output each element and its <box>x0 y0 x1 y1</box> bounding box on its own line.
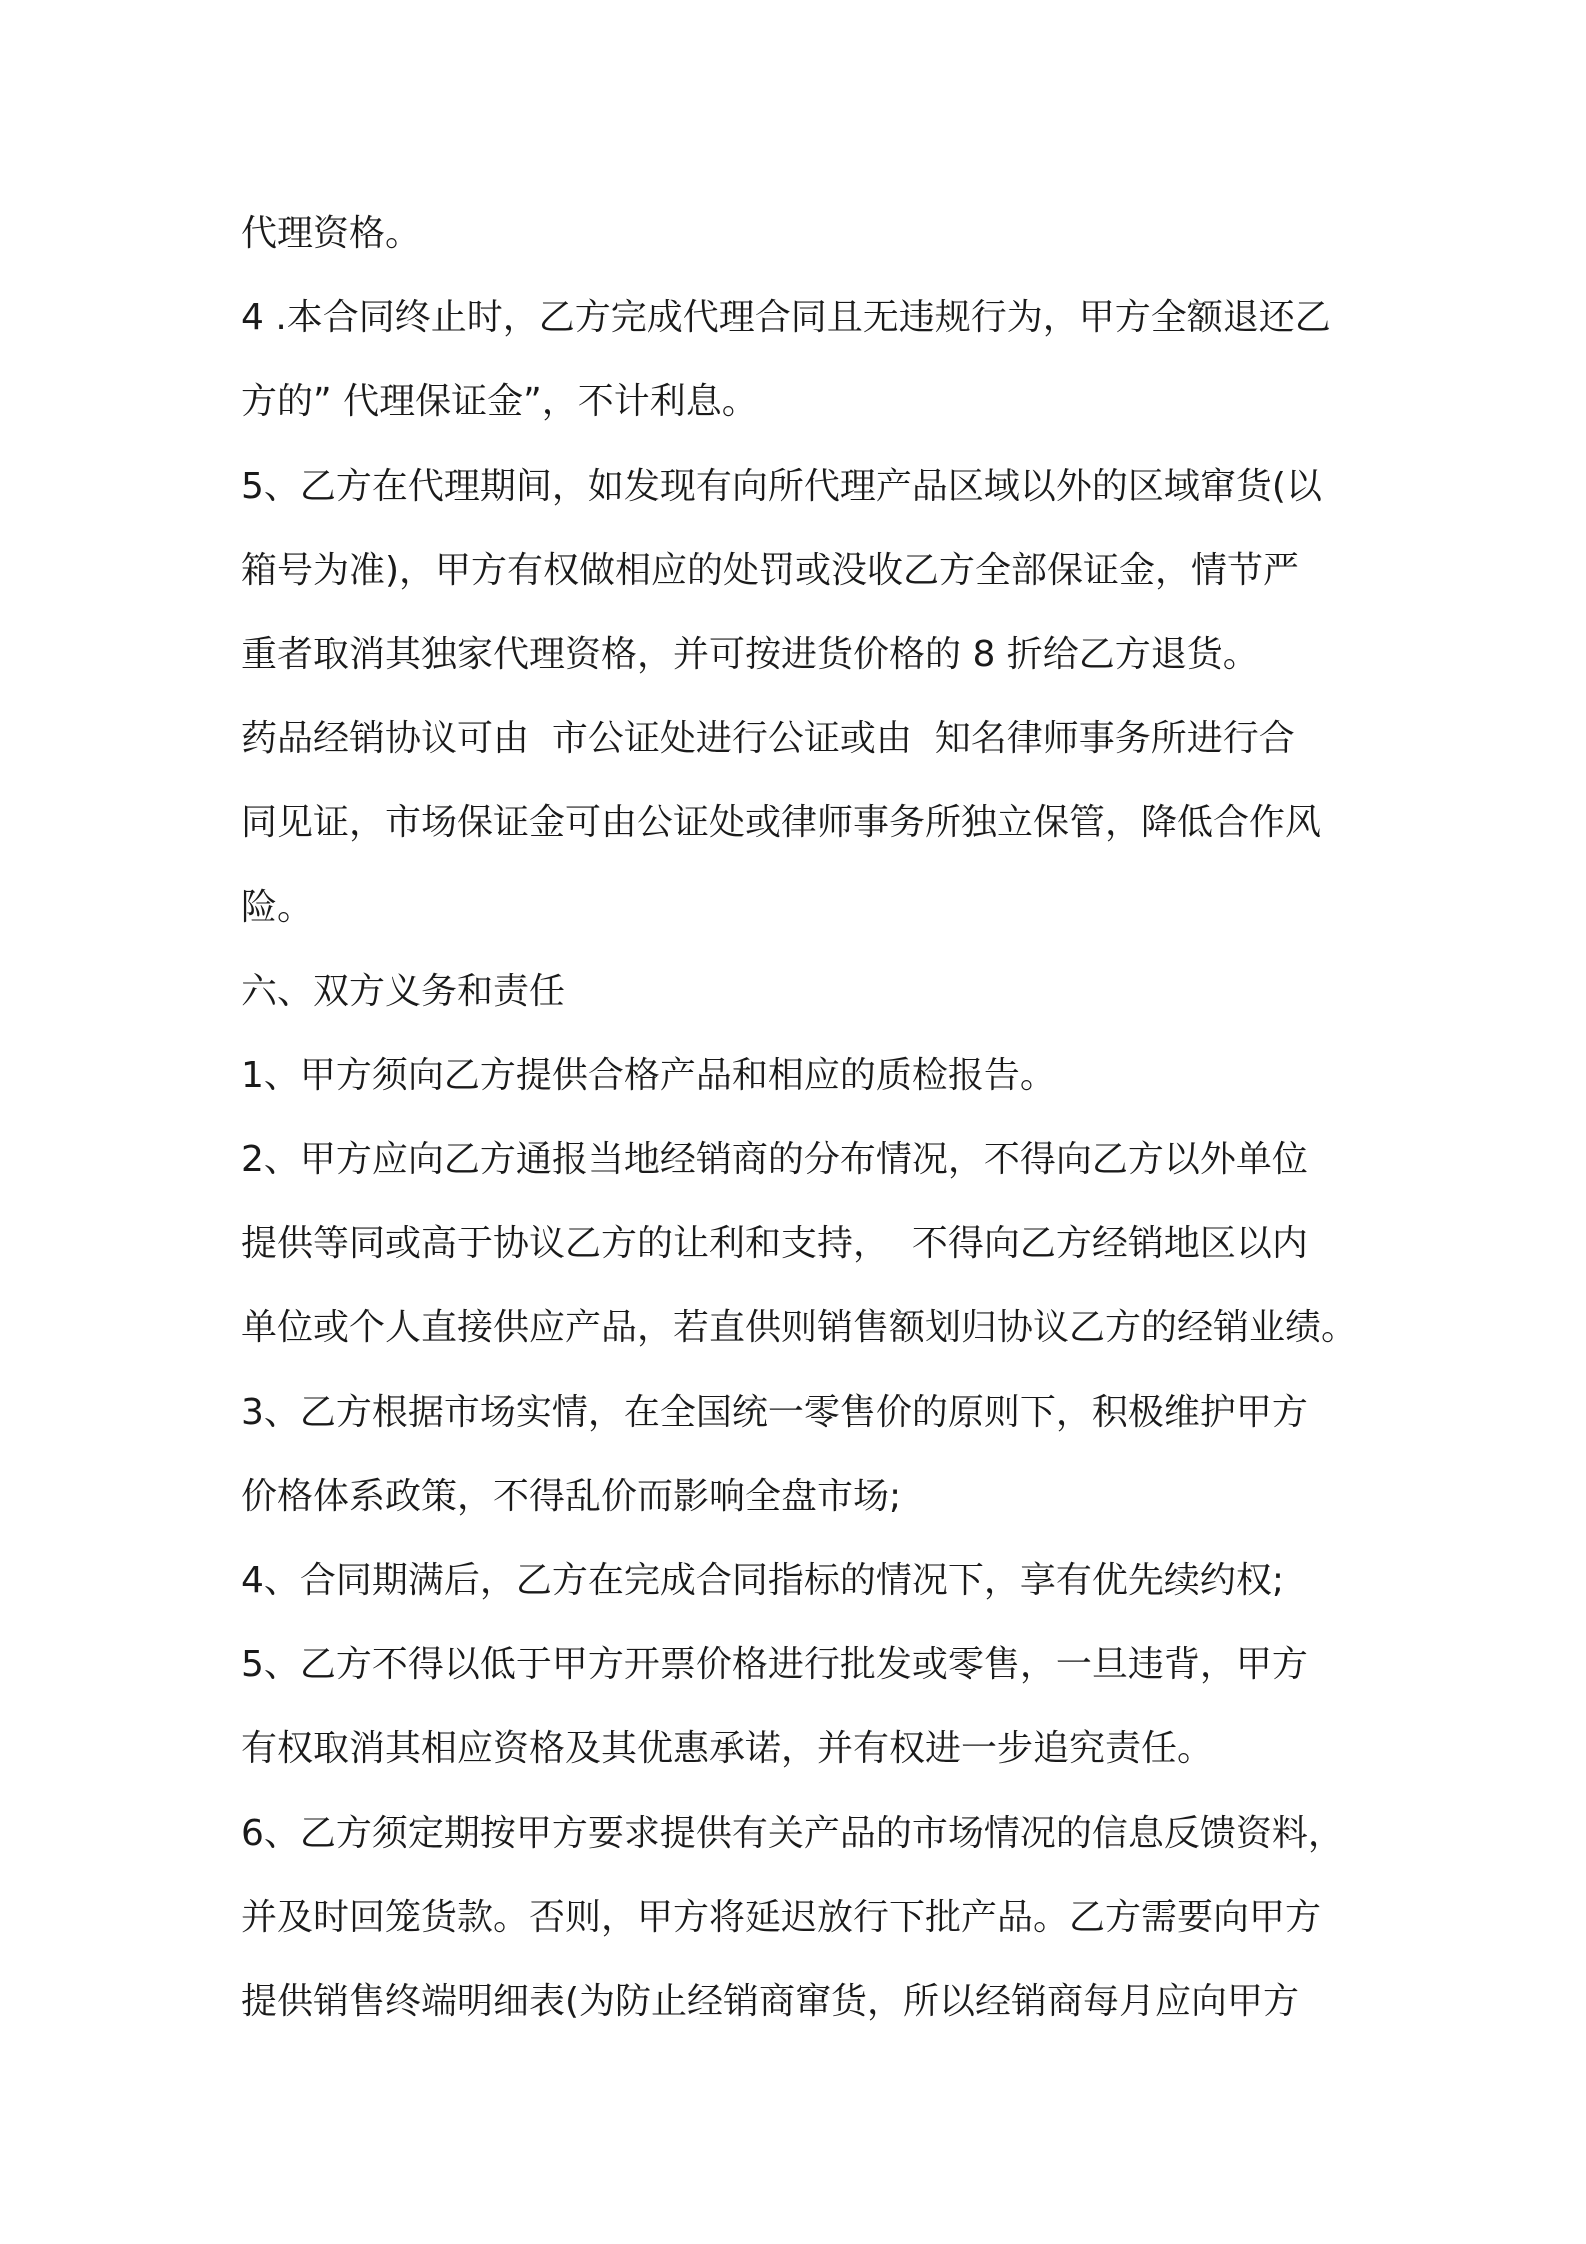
text-line: 代理资格。 <box>241 213 422 254</box>
text-line: 同见证，市场保证金可由公证处或律师事务所独立保管，降低合作风 <box>241 802 1322 844</box>
text-line: 4、合同期满后，乙方在完成合同指标的情况下，享有优先续约权; <box>241 1560 1285 1601</box>
text-line: 2、甲方应向乙方通报当地经销商的分布情况，不得向乙方以外单位 <box>241 1139 1308 1181</box>
text-line: 价格体系政策，不得乱价而影响全盘市场; <box>241 1475 902 1517</box>
text-line: 方的” 代理保证金”，不计利息。 <box>241 381 758 423</box>
text-line: 6、乙方须定期按甲方要求提供有关产品的市场情况的信息反馈资料， <box>241 1812 1344 1854</box>
text-line: 提供等同或高于协议乙方的让利和支持， 不得向乙方经销地区以内 <box>241 1223 1308 1265</box>
text-line: 5、乙方不得以低于甲方开票价格进行批发或零售，一旦违背，甲方 <box>241 1644 1308 1686</box>
text-line: 重者取消其独家代理资格，并可按进货价格的 8 折给乙方退货。 <box>241 633 1259 675</box>
text-line: 4 .本合同终止时，乙方完成代理合同且无违规行为，甲方全额退还乙 <box>241 297 1331 339</box>
text-line: 1、甲方须向乙方提供合格产品和相应的质检报告。 <box>241 1054 1056 1096</box>
text-line: 险。 <box>241 886 314 928</box>
text-line: 箱号为准)，甲方有权做相应的处罚或没收乙方全部保证金，情节严 <box>241 549 1300 591</box>
text-line: 5、乙方在代理期间，如发现有向所代理产品区域以外的区域窜货(以 <box>241 465 1322 507</box>
text-line: 单位或个人直接供应产品，若直供则销售额划归协议乙方的经销业绩。 <box>241 1307 1358 1349</box>
text-line: 药品经销协议可由 市公证处进行公证或由 知名律师事务所进行合 <box>241 718 1295 760</box>
text-line: 并及时回笼货款。否则，甲方将延迟放行下批产品。乙方需要向甲方 <box>241 1896 1322 1938</box>
document-body <box>241 192 1371 2044</box>
text-line: 3、乙方根据市场实情，在全国统一零售价的原则下，积极维护甲方 <box>241 1391 1308 1433</box>
section-heading: 六、双方义务和责任 <box>241 970 566 1012</box>
text-line: 有权取消其相应资格及其优惠承诺，并有权进一步追究责任。 <box>241 1728 1214 1770</box>
text-line: 提供销售终端明细表(为防止经销商窜货，所以经销商每月应向甲方 <box>241 1980 1300 2022</box>
